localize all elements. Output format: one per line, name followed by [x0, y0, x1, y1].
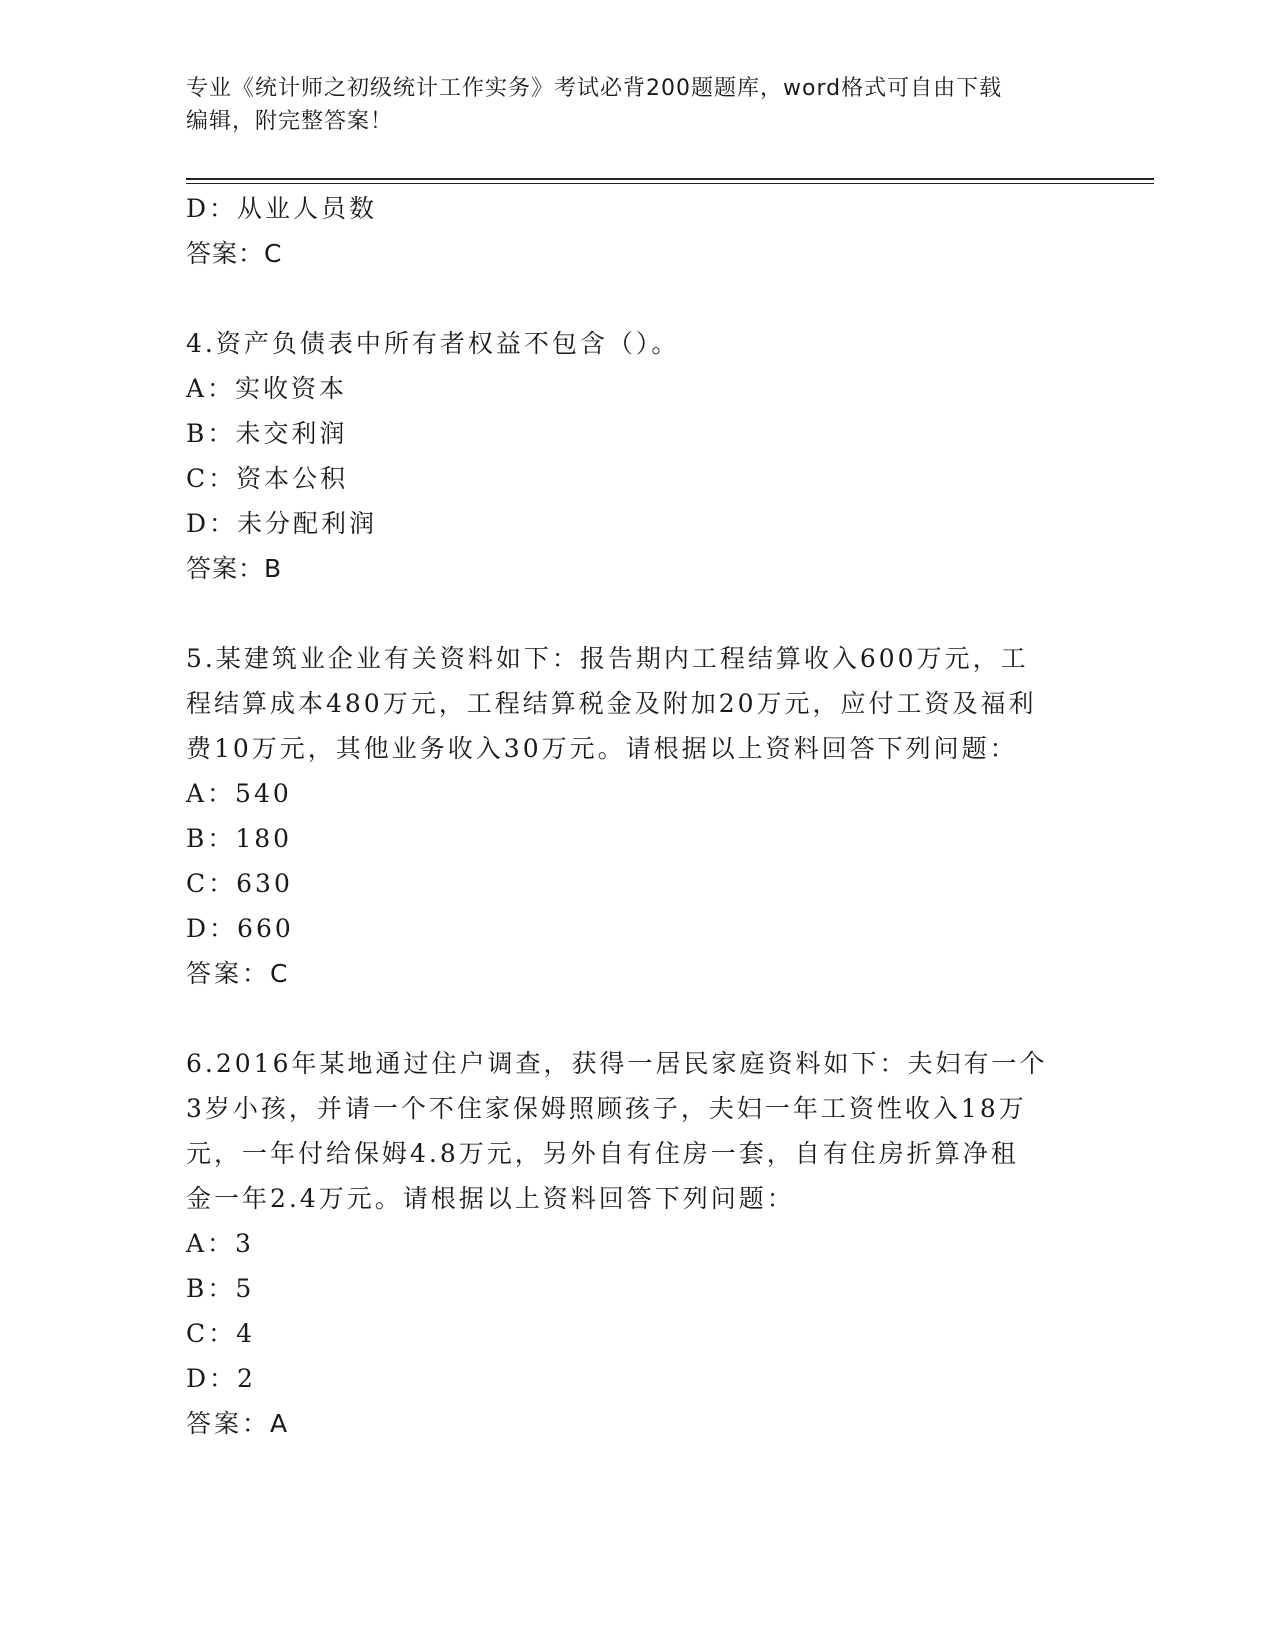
header-title-line-2: 编辑，附完整答案！	[186, 109, 394, 134]
question-stem-line: 费10万元，其他业务收入30万元。请根据以上资料回答下列问题：	[186, 734, 1018, 763]
option-d: D：2	[186, 1364, 256, 1393]
spacer	[186, 276, 1086, 321]
option-a: A：3	[186, 1229, 254, 1258]
question-stem-line: 5.某建筑业企业有关资料如下：报告期内工程结算收入600万元，工	[186, 644, 1029, 673]
page-header	[186, 72, 1066, 138]
question-stem: 4.资产负债表中所有者权益不包含（）。	[186, 329, 680, 358]
option-c: C：4	[186, 1319, 256, 1348]
question-answer: 答案：B	[186, 554, 283, 583]
prev-question-option-d: D：从业人员数	[186, 194, 378, 223]
option-c: C：资本公积	[186, 464, 349, 493]
question-answer: 答案：C	[186, 959, 291, 988]
option-d: D：660	[186, 914, 294, 943]
spacer	[186, 591, 1086, 636]
header-divider-thin	[186, 183, 1154, 184]
header-divider-thick	[186, 178, 1154, 180]
question-answer: 答案：A	[186, 1409, 291, 1438]
question-4	[186, 321, 1086, 591]
question-stem-line: 6.2016年某地通过住户调查，获得一居民家庭资料如下：夫妇有一个	[186, 1049, 1048, 1078]
option-b: B：5	[186, 1274, 255, 1303]
option-c: C：630	[186, 869, 293, 898]
prev-question-answer: 答案：C	[186, 239, 283, 268]
question-5	[186, 636, 1086, 996]
question-6	[186, 1041, 1086, 1446]
question-stem-line: 程结算成本480万元，工程结算税金及附加20万元，应付工资及福利	[186, 689, 1037, 718]
header-title-line-1: 专业《统计师之初级统计工作实务》考试必背200题题库，word格式可自由下载	[186, 76, 1003, 101]
spacer	[186, 996, 1086, 1041]
question-content	[186, 186, 1086, 1446]
option-a: A：实收资本	[186, 374, 348, 403]
option-d: D：未分配利润	[186, 509, 378, 538]
option-b: B：180	[186, 824, 293, 853]
option-b: B：未交利润	[186, 419, 348, 448]
question-stem-line: 元，一年付给保姆4.8万元，另外自有住房一套，自有住房折算净租	[186, 1139, 1019, 1168]
option-a: A：540	[186, 779, 292, 808]
question-stem-line: 金一年2.4万元。请根据以上资料回答下列问题：	[186, 1184, 795, 1213]
question-stem-line: 3岁小孩，并请一个不住家保姆照顾孩子，夫妇一年工资性收入18万	[186, 1094, 1027, 1123]
